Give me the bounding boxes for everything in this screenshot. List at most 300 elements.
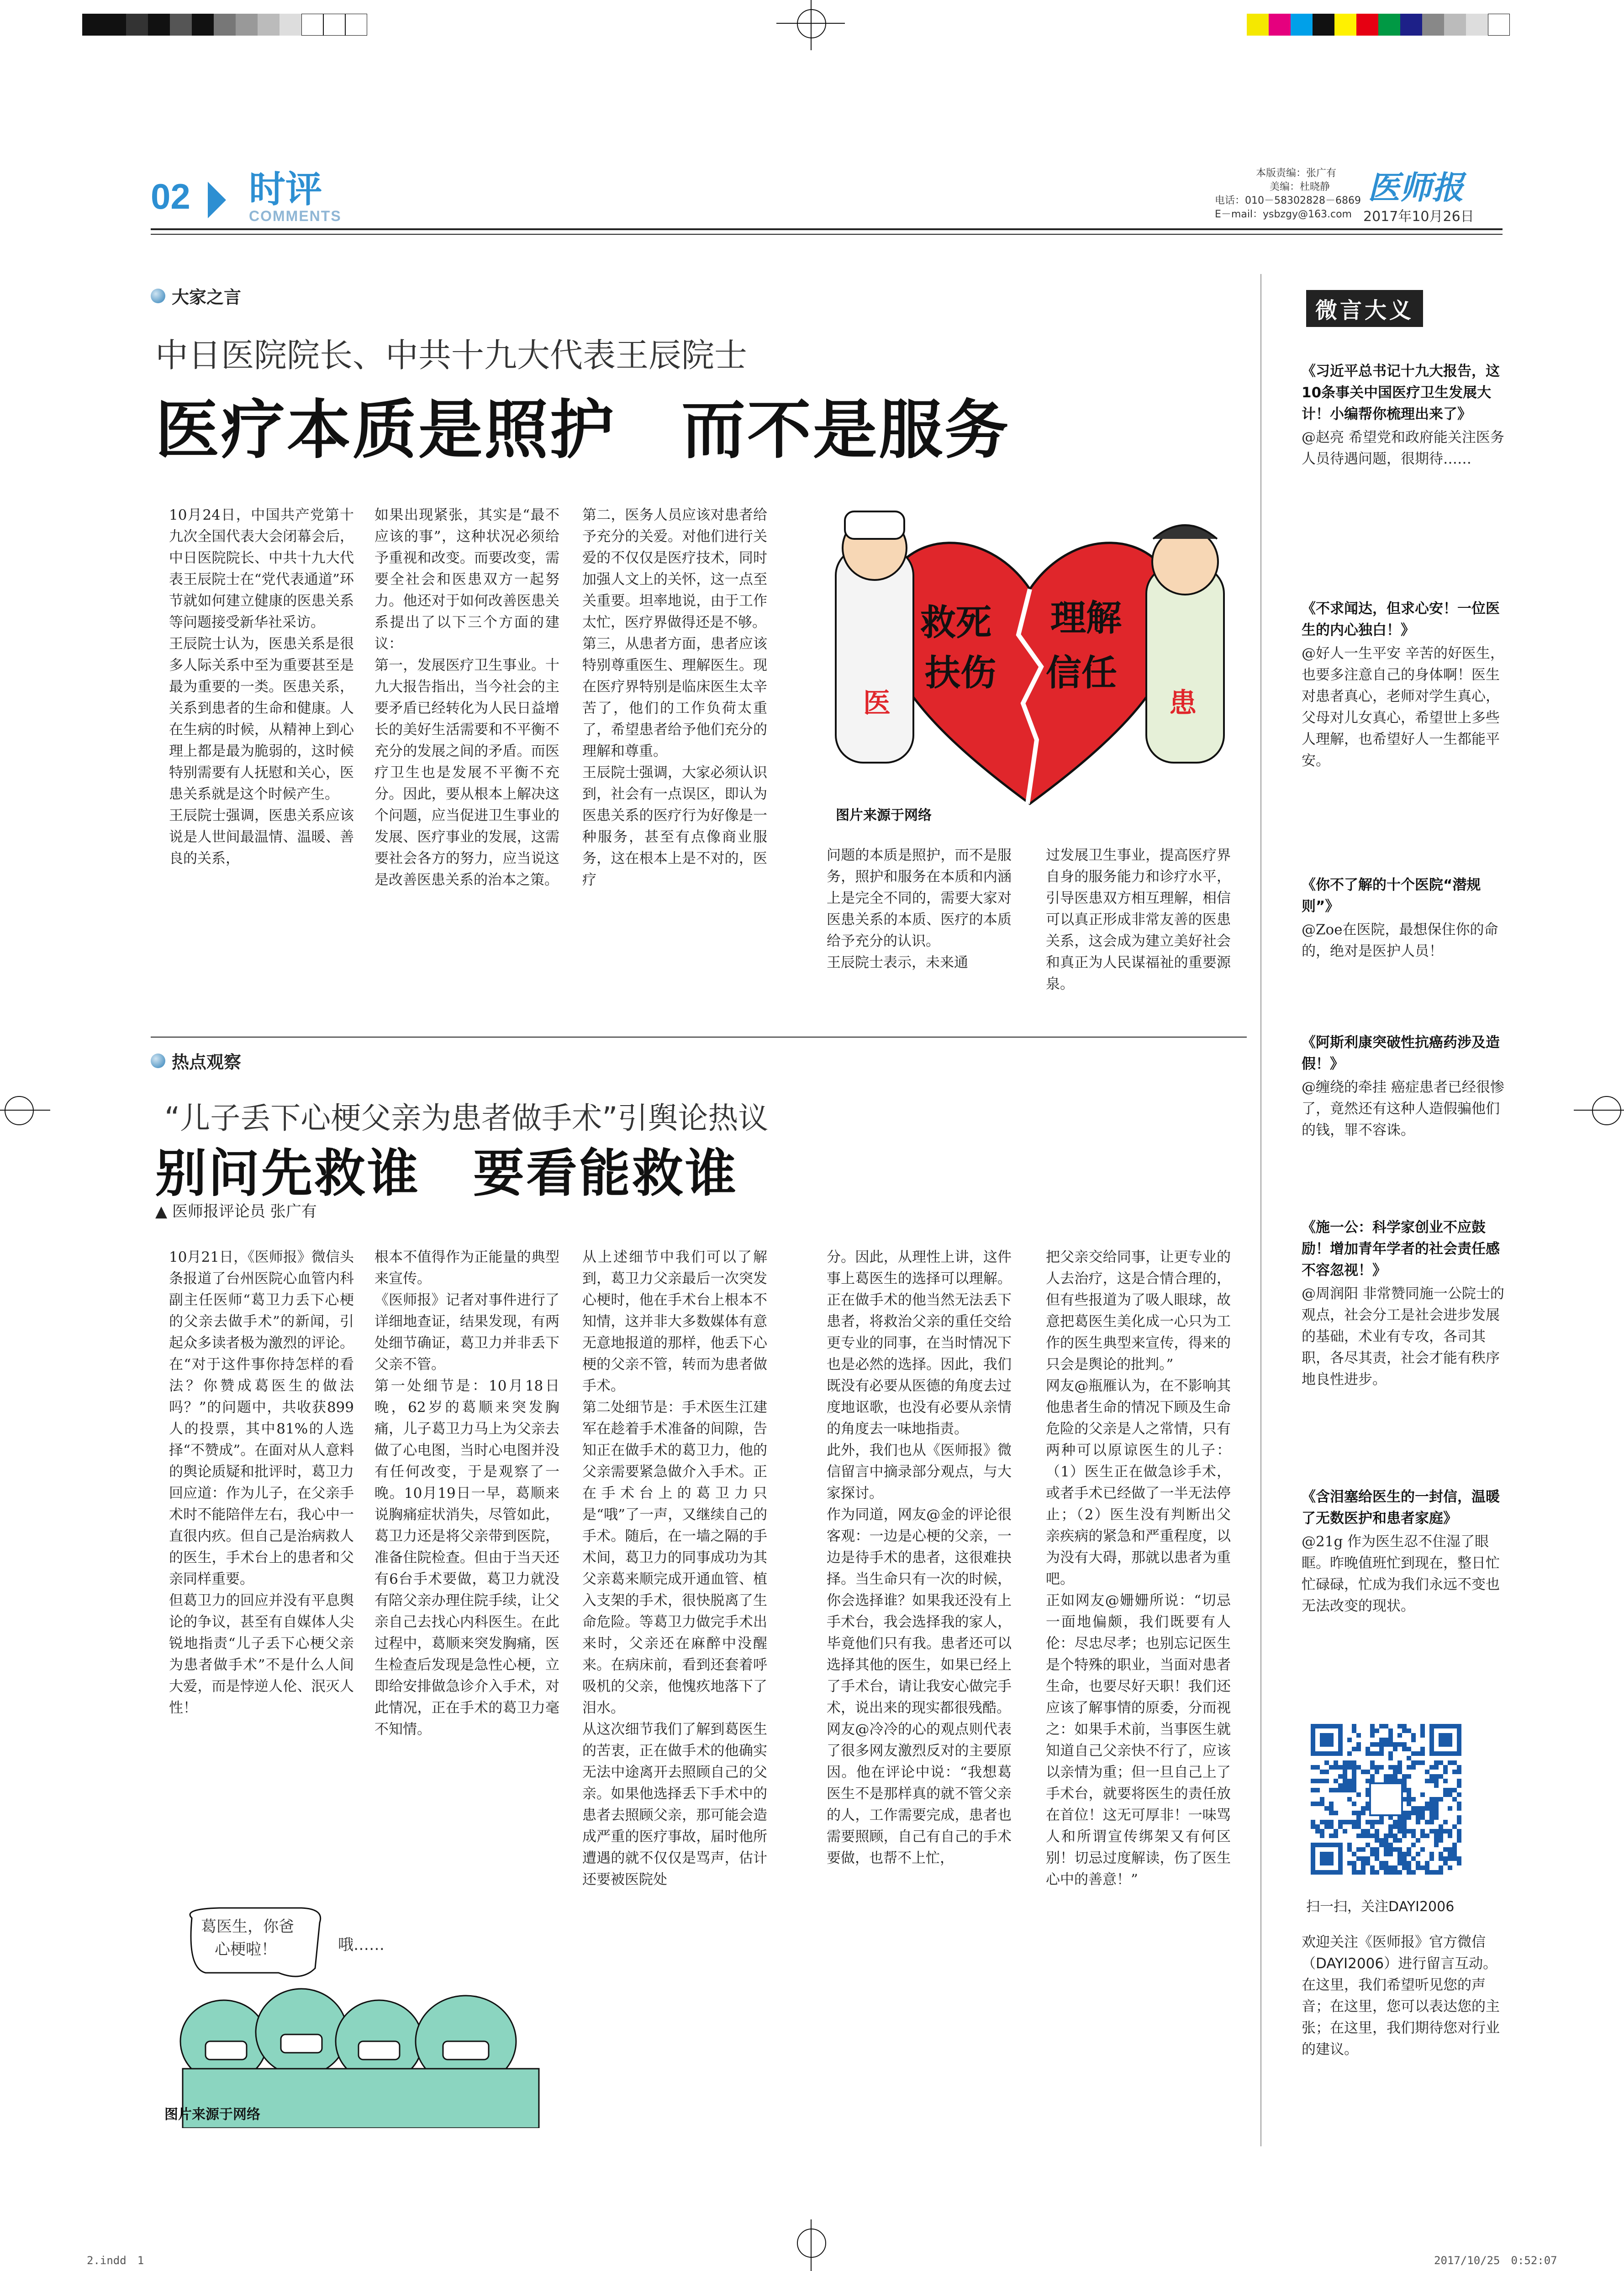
qr-module [1388,1733,1393,1738]
qr-module [1334,1829,1338,1834]
qr-module [1352,1724,1356,1728]
qr-module [1411,1797,1416,1802]
sidebar-item-body: @好人一生平安 辛苦的好医生，也要多注意自己的身体啊！医生对患者真心，老师对学生真心，父母对儿女真心，希望世上多些人理解，也希望好人一生都能平安。 [1302,645,1504,769]
qr-module [1407,1756,1411,1760]
qr-module [1388,1728,1393,1733]
heart-text: 医 [863,687,891,719]
qr-module [1452,1770,1457,1774]
qr-module [1457,1815,1461,1820]
qr-module [1375,1852,1379,1856]
sidebar-item-title: 《不求闻达，但求心安！一位医生的内心独白！》 [1302,601,1500,638]
qr-module [1402,1865,1407,1870]
qr-module [1343,1783,1347,1788]
qr-module [1311,1802,1315,1806]
qr-module [1366,1820,1370,1824]
sidebar-item-body: @缠绕的牵挂 癌症患者已经很惨了，竟然还有这种人造假骗他们的钱，罪不容诛。 [1302,1079,1504,1138]
qr-module [1329,1820,1334,1824]
qr-module [1420,1792,1425,1797]
qr-module [1329,1811,1334,1815]
qr-module [1393,1865,1397,1870]
qr-module [1384,1852,1388,1856]
qr-module [1343,1774,1347,1779]
qr-module [1434,1870,1439,1875]
qr-module [1347,1788,1352,1792]
qr-module [1397,1770,1402,1774]
qr-module [1429,1774,1434,1779]
qr-module [1411,1811,1416,1815]
qr-module [1384,1742,1388,1747]
header-rule [151,228,1503,230]
qr-module [1434,1834,1439,1838]
qr-module [1370,1824,1375,1829]
qr-module [1375,1834,1379,1838]
qr-module [1388,1829,1393,1834]
qr-module [1425,1770,1429,1774]
qr-module [1379,1865,1384,1870]
qr-module [1434,1829,1439,1834]
qr-module [1397,1765,1402,1770]
qr-module [1366,1751,1370,1756]
qr-module [1443,1856,1448,1861]
sidebar-item-title: 《习近平总书记十九大报告，这10条事关中国医疗卫生发展大计！小编帮你梳理出来了》 [1302,363,1500,422]
qr-module [1352,1765,1356,1770]
qr-module [1402,1852,1407,1856]
heart-text: 救死 [920,602,992,643]
qr-module [1425,1861,1429,1865]
article-headline: 医疗本质是照护 而不是服务 [155,393,1011,468]
qr-module [1397,1852,1402,1856]
qr-module [1434,1779,1439,1783]
qr-module [1411,1856,1416,1861]
qr-module [1356,1765,1361,1770]
qr-module [1429,1802,1434,1806]
qr-module [1402,1728,1407,1733]
qr-module [1402,1820,1407,1824]
qr-module [1407,1815,1411,1820]
qr-module [1443,1820,1448,1824]
qr-module [1366,1829,1370,1834]
qr-module [1457,1856,1461,1861]
qr-module [1402,1724,1407,1728]
qr-finder [1320,1852,1334,1865]
section-title: 时评 [249,168,322,211]
qr-module [1388,1738,1393,1742]
bullet-icon [151,289,165,303]
qr-finder [1320,1733,1334,1747]
qr-module [1420,1815,1425,1820]
qr-module [1324,1779,1329,1783]
qr-module [1379,1738,1384,1742]
registration-mark-bottom [797,2229,826,2258]
qr-module [1352,1865,1356,1870]
qr-module [1407,1829,1411,1834]
qr-module [1315,1788,1320,1792]
qr-module [1397,1861,1402,1865]
sidebar-item-title: 《施一公：科学家创业不应鼓励！增加青年学者的社会责任感不容忽视！》 [1302,1219,1500,1279]
newspaper-logo: 医师报 [1368,169,1464,206]
qr-module [1352,1811,1356,1815]
qr-module [1393,1774,1397,1779]
qr-module [1343,1770,1347,1774]
qr-module [1320,1829,1324,1834]
sidebar-item [1302,1486,1507,1617]
qr-module [1370,1852,1375,1856]
qr-module [1443,1829,1448,1834]
qr-module [1425,1834,1429,1838]
qr-module [1420,1733,1425,1738]
qr-module [1402,1861,1407,1865]
follow-text: 欢迎关注《医师报》官方微信（DAYI2006）进行留言互动。在这里，我们希望听见您的声音；在这里，您可以表达您的主张；在这里，我们期待您对行业的建议。 [1302,1934,1500,2058]
registration-line [811,0,812,50]
qr-module [1407,1792,1411,1797]
issue-date: 2017年10月26日 [1363,209,1474,225]
qr-module [1379,1843,1384,1847]
qr-module [1407,1870,1411,1875]
qr-module [1443,1792,1448,1797]
qr-module [1329,1788,1334,1792]
qr-module [1420,1806,1425,1811]
qr-module [1352,1783,1356,1788]
heart-text: 扶伤 [925,653,997,694]
qr-module [1443,1779,1448,1783]
qr-module [1356,1747,1361,1751]
qr-module [1425,1865,1429,1870]
sidebar-item [1302,598,1507,772]
qr-module [1356,1856,1361,1861]
qr-module [1375,1870,1379,1875]
registration-line [1574,1110,1624,1111]
qr-module [1429,1870,1434,1875]
qr-module [1429,1852,1434,1856]
qr-module [1439,1834,1443,1838]
qr-module [1411,1870,1416,1875]
qr-module [1393,1765,1397,1770]
qr-module [1352,1728,1356,1733]
qr-module [1402,1774,1407,1779]
qr-module [1411,1760,1416,1765]
qr-module [1407,1765,1411,1770]
qr-module [1452,1843,1457,1847]
qr-module [1388,1824,1393,1829]
qr-module [1429,1765,1434,1770]
qr-module [1439,1760,1443,1765]
qr-module [1347,1765,1352,1770]
qr-module [1443,1861,1448,1865]
qr-module [1384,1838,1388,1843]
qr-module [1361,1829,1366,1834]
qr-module [1315,1829,1320,1834]
heart-text: 患 [1169,687,1197,719]
tag-label: 热点观察 [172,1052,242,1072]
qr-module [1388,1834,1393,1838]
bullet-icon [151,1054,165,1068]
qr-finder [1439,1733,1452,1747]
qr-module [1402,1829,1407,1834]
qr-module [1352,1802,1356,1806]
qr-module [1407,1847,1411,1852]
qr-module [1324,1820,1329,1824]
qr-module [1425,1870,1429,1875]
qr-module [1320,1820,1324,1824]
qr-module [1361,1865,1366,1870]
qr-module [1457,1820,1461,1824]
article-column: 从上述细节中我们可以了解到，葛卫力父亲最后一次突发心梗时，他在手术台上根本不知情，这并非大多数媒体有意无意地报道的那样，他丢下心梗的父亲不管，转而为患者做手术。 第二处细节是：手术医生江建军在趁着手术准备的间隙，告知正在做手术的葛卫力，他的父亲需要紧急做介入手术。正在手术台上的葛卫力只是“哦”了一声，又继续自己的手术。随后，在一墙之隔的手术间，葛卫力的同事成功为其父亲葛来顺完成开通血管、植入支架的手术，很快脱离了生命危险。等葛卫力做完手术出来时，父亲还在麻醉中没醒来。在病床前，看到还套着呼吸机的父亲，他愧疚地落下了泪水。 从这次细节我们了解到葛医生的苦衷，正在做手术的他确实无法中途离开去照顾自己的父亲。如果他选择丢下手术中的患者去照顾父亲，那可能会造成严重的医疗事故，届时他所遭遇的就不仅仅是骂声，估计还要被医院处 [582,1249,767,1888]
article-subtitle: 中日医院院长、中共十九大代表王辰院士 [155,336,748,374]
qr-module [1429,1829,1434,1834]
qr-module [1397,1824,1402,1829]
sidebar-item-body: @Zoe在医院，最想保住你的命的，绝对是医护人员！ [1302,922,1498,959]
qr-module [1439,1797,1443,1802]
qr-module [1393,1820,1397,1824]
qr-module [1457,1765,1461,1770]
qr-module [1366,1856,1370,1861]
qr-module [1320,1834,1324,1838]
qr-module [1448,1834,1452,1838]
qr-module [1448,1852,1452,1856]
qr-module [1443,1788,1448,1792]
qr-module [1402,1824,1407,1829]
qr-module [1384,1865,1388,1870]
qr-module [1352,1788,1356,1792]
sidebar-item [1302,1032,1507,1141]
qr-module [1407,1852,1411,1856]
qr-module [1370,1724,1375,1728]
qr-module [1347,1861,1352,1865]
heart-text: 理解 [1050,598,1122,639]
qr-module [1375,1820,1379,1824]
sidebar-item-body: @周润阳 非常赞同施一公院士的观点，社会分工是社会进步发展的基础，术业有专攻，各司其职，各尽其责，社会才能有秩序地良性进步。 [1302,1286,1504,1388]
sidebar-title: 微言大义 [1306,290,1423,327]
qr-module [1452,1788,1457,1792]
qr-module [1334,1765,1338,1770]
qr-module [1356,1815,1361,1820]
qr-module [1452,1856,1457,1861]
qr-module [1334,1760,1338,1765]
section-tag [151,1048,241,1073]
speech-bubble-text: 葛医生，你爸 [201,1918,294,1936]
qr-module [1429,1815,1434,1820]
qr-module [1457,1779,1461,1783]
qr-module [1402,1856,1407,1861]
qr-module [1452,1760,1457,1765]
qr-module [1425,1779,1429,1783]
qr-module [1375,1728,1379,1733]
qr-module [1397,1724,1402,1728]
qr-module [1420,1747,1425,1751]
tag-label: 大家之言 [172,287,242,307]
registration-line [811,2219,812,2271]
sidebar-divider [1260,274,1261,2146]
page-number: 02 [151,176,190,216]
qr-module [1388,1751,1393,1756]
qr-module [1407,1865,1411,1870]
qr-module [1379,1742,1384,1747]
qr-module [1375,1847,1379,1852]
qr-module [1411,1751,1416,1756]
qr-module [1370,1765,1375,1770]
qr-module [1411,1829,1416,1834]
qr-module [1329,1806,1334,1811]
qr-module [1429,1806,1434,1811]
qr-module [1366,1861,1370,1865]
qr-module [1379,1861,1384,1865]
qr-module [1457,1861,1461,1865]
qr-module [1347,1760,1352,1765]
qr-module [1439,1838,1443,1843]
qr-module [1407,1802,1411,1806]
article-column: 10月24日，中国共产党第十九次全国代表大会闭幕会后，中日医院院长、中共十九大代表王辰院士在“党代表通道”环节就如何建立健康的医患关系等问题接受新华社采访。 王辰院士认为，医患关系是很多人际关系中至为重要甚至是最为重要的一类。医患关系，关系到患者的生命和健康。人在生病的时候，从精神上到心理上都是最为脆弱的，这时候特别需要有人抚慰和关心，医患关系就是这个时候产生。 王辰院士强调，医患关系应该说是人世间最温情、温暖、善良的关系， [169,507,354,867]
masthead-meta [1215,167,1361,221]
chevron-icon [208,182,226,218]
article-subtitle: “儿子丢下心梗父亲为患者做手术”引舆论热议 [164,1101,769,1136]
qr-module [1315,1802,1320,1806]
qr-module [1366,1747,1370,1751]
qr-module [1370,1751,1375,1756]
qr-module [1420,1811,1425,1815]
qr-module [1388,1765,1393,1770]
qr-module [1393,1747,1397,1751]
qr-module [1393,1742,1397,1747]
qr-module [1452,1852,1457,1856]
qr-module [1434,1843,1439,1847]
qr-module [1366,1834,1370,1838]
heart-text: 信任 [1046,653,1118,694]
qr-module [1388,1852,1393,1856]
qr-module [1356,1870,1361,1875]
qr-module [1393,1834,1397,1838]
qr-code[interactable] [1311,1724,1461,1875]
sidebar-item-body: @赵亮 希望党和政府能关注医务人员待遇问题，很期待…… [1302,429,1504,467]
sidebar-item [1302,1217,1507,1391]
qr-module [1416,1865,1420,1870]
qr-module [1457,1783,1461,1788]
qr-module [1402,1834,1407,1838]
qr-module [1416,1861,1420,1865]
qr-module [1375,1770,1379,1774]
qr-module [1388,1742,1393,1747]
qr-module [1343,1765,1347,1770]
qr-module [1439,1865,1443,1870]
qr-module [1361,1806,1366,1811]
qr-module [1457,1838,1461,1843]
qr-module [1384,1774,1388,1779]
qr-module [1315,1779,1320,1783]
qr-module [1434,1774,1439,1779]
article-column: 第二，医务人员应该对患者给予充分的关爱。对他们进行关爱的不仅仅是医疗技术，同时加强人文上的关怀，这一点至关重要。坦率地说，由于工作太忙，医疗界做得还是不够。 第三，从患者方面，患者应该特别尊重医生、理解医生。现在医疗界特别是临床医生太辛苦了，他们的工作负荷太重了，希望患者给予他们充分的理解和尊重。 王辰院士强调，大家必须认识到，社会有一点误区，即认为医患关系的医疗行为好像是一种服务，甚至有点像商业服务，这在根本上是不对的，医疗 [582,507,767,888]
illustration-surgeons [164,1904,562,2128]
qr-module [1439,1852,1443,1856]
qr-module [1388,1756,1393,1760]
qr-module [1370,1834,1375,1838]
qr-module [1375,1838,1379,1843]
qr-module [1448,1788,1452,1792]
qr-module [1434,1811,1439,1815]
sidebar-item-title: 《你不了解的十个医院“潜规则”》 [1302,877,1481,915]
qr-module [1379,1838,1384,1843]
qr-module [1356,1733,1361,1738]
image-caption: 图片来源于网络 [836,807,932,823]
qr-module [1320,1779,1324,1783]
qr-module [1429,1779,1434,1783]
qr-module [1352,1770,1356,1774]
qr-module [1411,1834,1416,1838]
qr-module [1439,1870,1443,1875]
qr-module [1329,1802,1334,1806]
registration-line [0,1110,50,1111]
phone: 电话：010－58302828－6869 [1215,195,1361,206]
qr-module [1334,1779,1338,1783]
sidebar-item-title: 《含泪塞给医生的一封信，温暖了无数医护和患者家庭》 [1302,1489,1500,1527]
qr-module [1439,1829,1443,1834]
section-subtitle-en: COMMENTS [249,208,342,224]
qr-module [1388,1865,1393,1870]
qr-module [1397,1847,1402,1852]
qr-module [1393,1770,1397,1774]
qr-module [1370,1870,1375,1875]
qr-module [1347,1738,1352,1742]
qr-module [1416,1815,1420,1820]
qr-module [1370,1728,1375,1733]
qr-module [1361,1856,1366,1861]
image-caption: 图片来源于网络 [164,2107,260,2123]
qr-module [1402,1747,1407,1751]
qr-module [1361,1770,1366,1774]
qr-module [1384,1847,1388,1852]
qr-module [1347,1783,1352,1788]
article-column: 分。因此，从理性上讲，这件事上葛医生的选择可以理解。正在做手术的他当然无法丢下患者，将救治父亲的重任交给更专业的同事，在当时情况下也是必然的选择。因此，我们既没有必要从医德的角度去过度地讴歌，也没有必要从亲情的角度去一味地指责。 此外，我们也从《医师报》微信留言中摘录部分观点，与大家探讨。 作为同道，网友@金的评论很客观：一边是心梗的父亲，一边是待手术的患者，这很难抉择。当生命只有一次的时候，你会选择谁？如果我还没有上手术台，我会选择我的家人，毕竟他们只有我。患者还可以选择其他的医生，如果已经上了手术台，请让我安心做完手术，说出来的现实都很残酷。 网友@冷冷的心的观点则代表了很多网友激烈反对的主要原因。他在评论中说：“我想葛医生不是那样真的就不管父亲的人，工作需要完成，患者也需要照顾，自己有自己的手术要做，也帮不上忙， [827,1249,1012,1866]
qr-module [1370,1847,1375,1852]
qr-module [1448,1856,1452,1861]
qr-module [1338,1774,1343,1779]
sidebar-item [1302,361,1507,470]
qr-module [1384,1738,1388,1742]
qr-module [1352,1852,1356,1856]
qr-module [1375,1856,1379,1861]
article-column: 把父亲交给同事，让更专业的人去治疗，这是合情合理的，但有些报道为了吸人眼球，故意把葛医生美化成一心只为工作的医生典型来宣传，得来的只会是舆论的批判。” 网友@瓶雁认为，在不影响其他患者生命的情况下顾及生命危险的父亲是人之常情，只有两种可以原谅医生的儿子：（1）医生正在做急诊手术，或者手术已经做了一半无法停止；（2）医生没有判断出父亲疾病的紧急和严重程度，以为没有大碍，那就以患者为重吧。 正如网友@姗姗所说：“切忌一面地偏颇，我们既要有人伦：尽忠尽孝；也别忘记医生是个特殊的职业，当面对患者生命，也要尽好天职！我们还应该了解事情的原委，分而视之：如果手术前，当事医生就知道自己父亲快不行了，应该以亲情为重；但一旦自己上了手术台，就要将医生的责任放在首位！这无可厚非！一味骂人和所谓宣传绑架又有何区别！切忌过度解读，伤了医生心中的善意！” [1046,1249,1231,1888]
qr-module [1397,1742,1402,1747]
qr-module [1411,1738,1416,1742]
sidebar-item [1302,875,1507,962]
qr-module [1393,1847,1397,1852]
sidebar-item-title: 《阿斯利康突破性抗癌药涉及造假！》 [1302,1034,1500,1072]
qr-module [1347,1820,1352,1824]
qr-module [1407,1797,1411,1802]
qr-module [1384,1834,1388,1838]
qr-module [1407,1811,1411,1815]
qr-module [1379,1820,1384,1824]
qr-module [1416,1820,1420,1824]
qr-module [1370,1742,1375,1747]
registration-mark-top [797,9,826,38]
qr-module [1384,1843,1388,1847]
registration-black-strip [82,14,367,36]
qr-module [1361,1811,1366,1815]
qr-module [1448,1760,1452,1765]
qr-module [1361,1870,1366,1875]
qr-module [1320,1770,1324,1774]
qr-module [1416,1852,1420,1856]
qr-module [1347,1847,1352,1852]
qr-module [1457,1806,1461,1811]
qr-module [1397,1733,1402,1738]
qr-caption: 扫一扫，关注DAYI2006 [1306,1899,1455,1915]
qr-module [1420,1834,1425,1838]
qr-module [1397,1820,1402,1824]
qr-module [1338,1820,1343,1824]
qr-module [1420,1724,1425,1728]
qr-module [1356,1824,1361,1829]
qr-module [1434,1760,1439,1765]
